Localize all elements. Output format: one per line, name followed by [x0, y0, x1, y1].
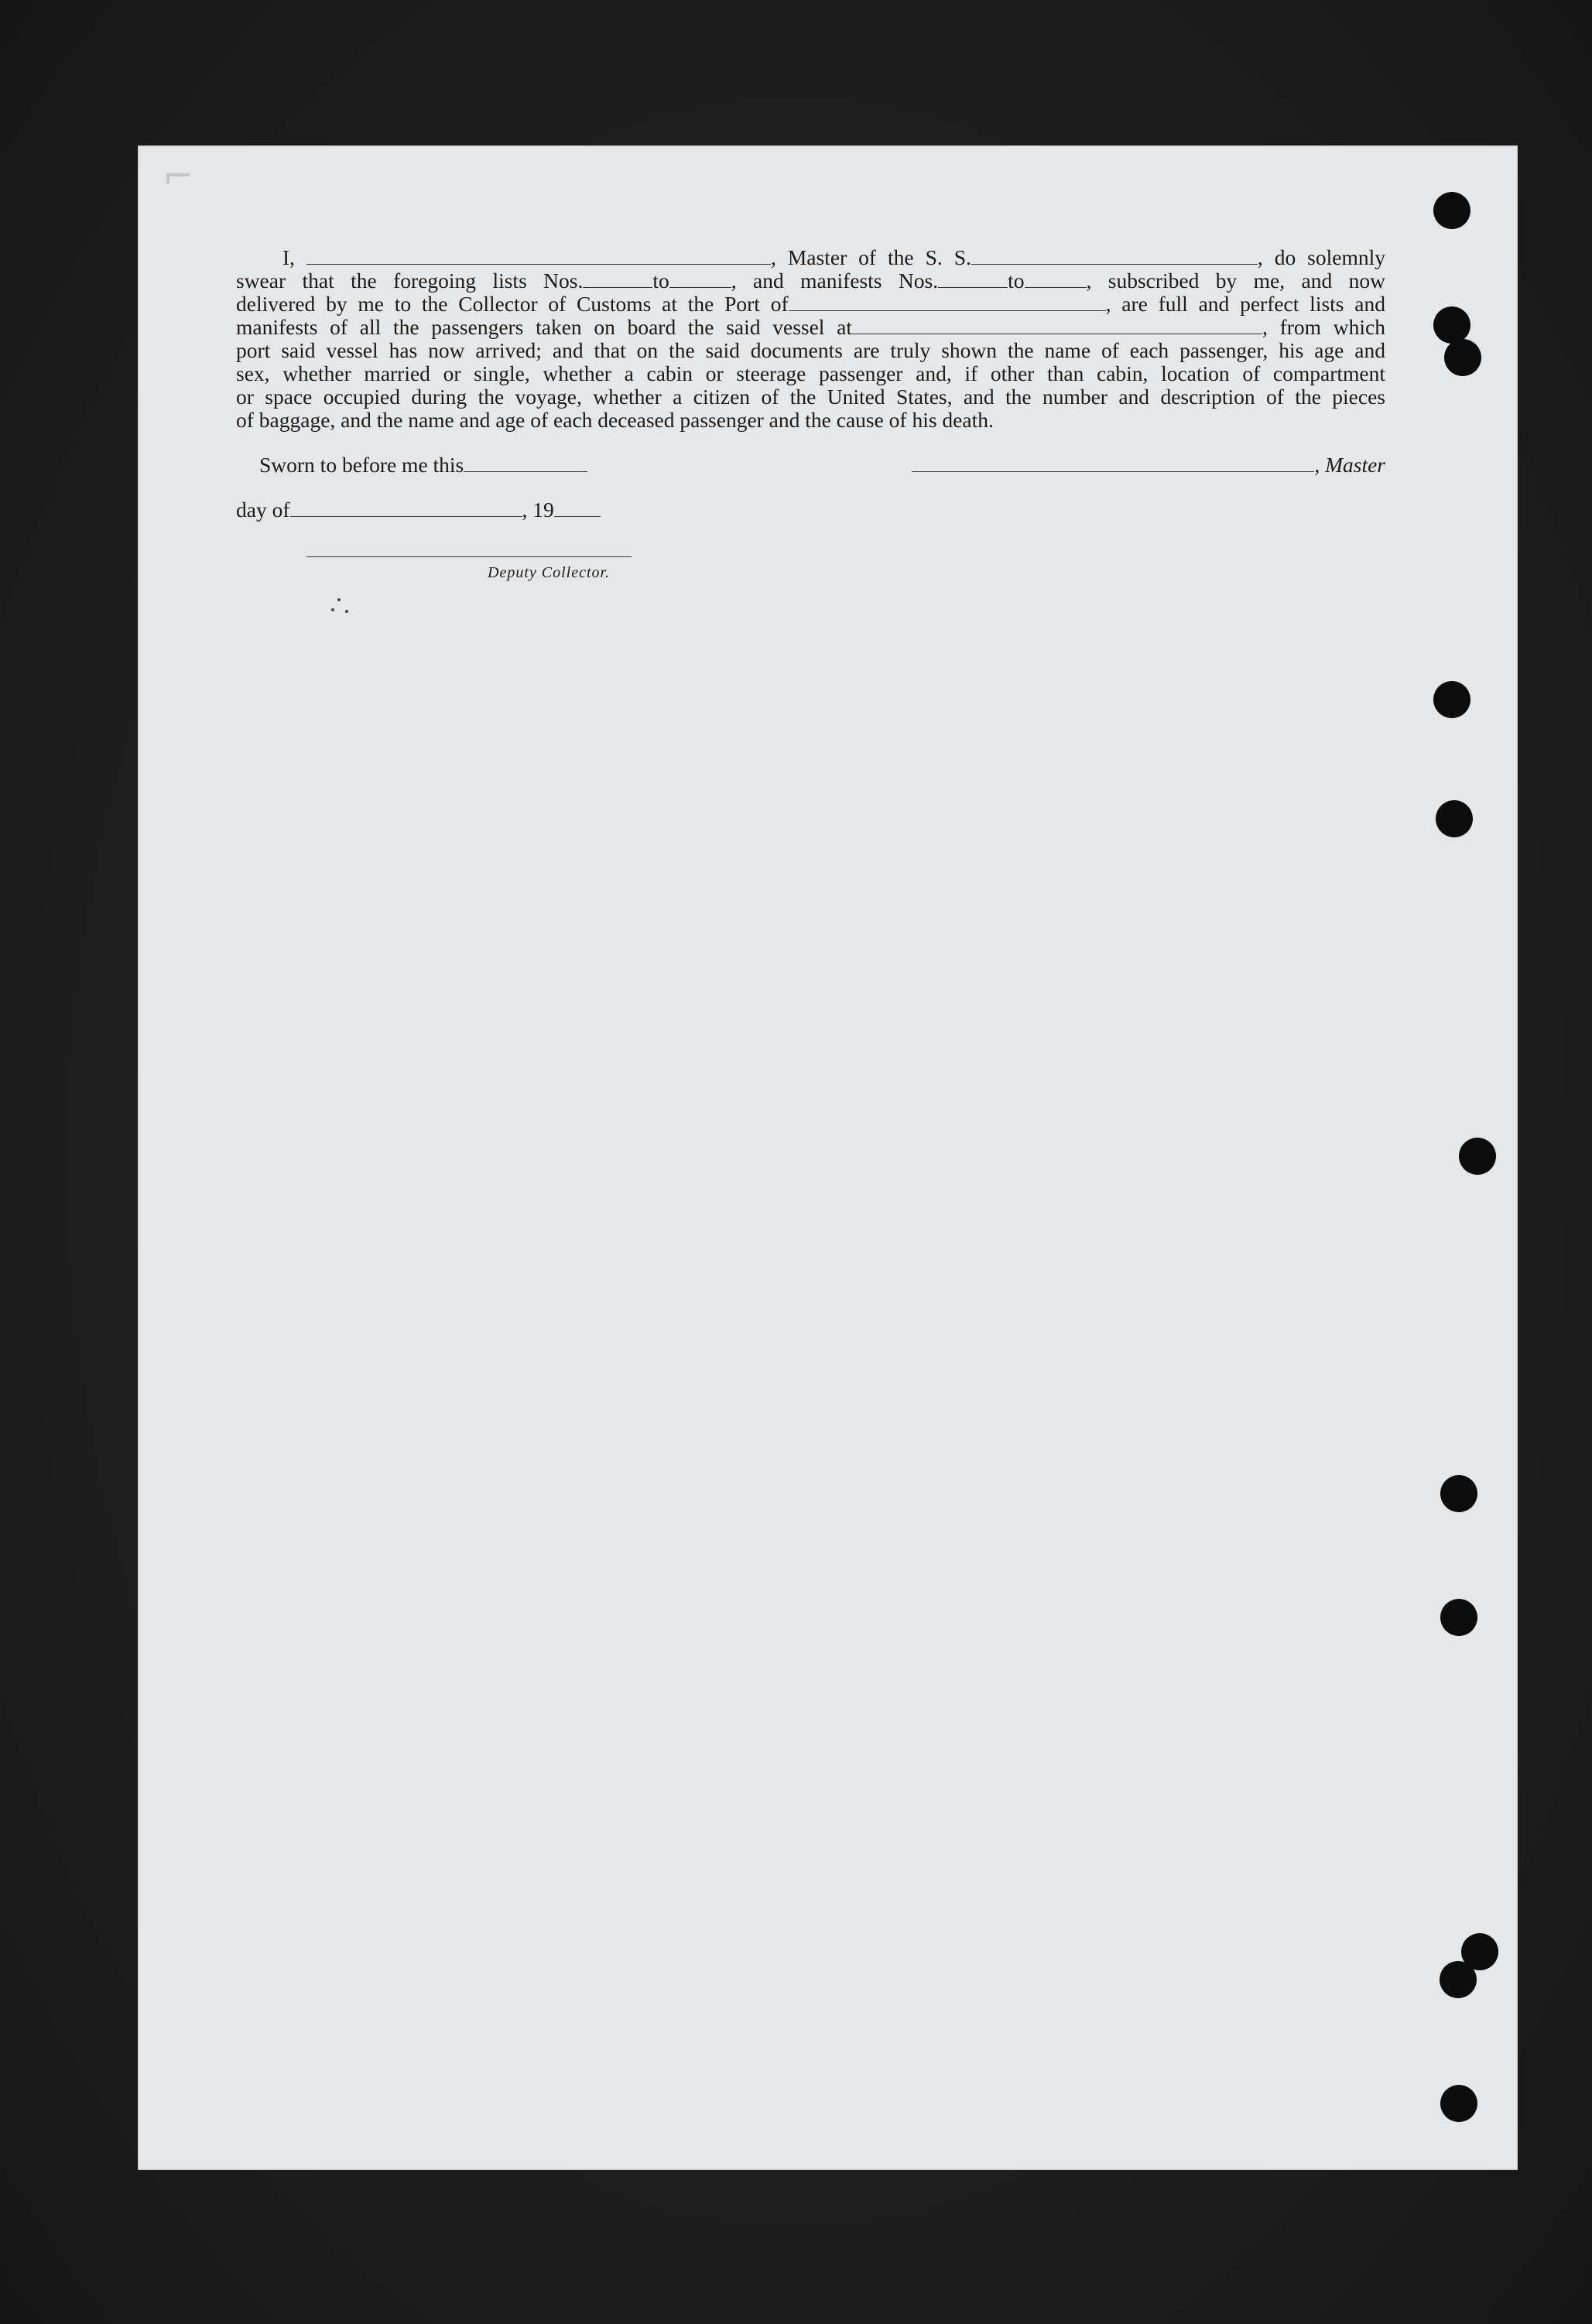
binder-hole — [1433, 192, 1470, 229]
oath-line-1: I, , Master of the S. S. , do solemnly — [282, 245, 1385, 269]
day-of-blank[interactable] — [290, 501, 522, 517]
oath-line-4: manifests of all the passengers taken on board the said vessel at , from which — [236, 315, 1385, 339]
binder-hole — [1459, 1138, 1496, 1175]
binder-hole — [1440, 1961, 1477, 1998]
binder-hole — [1440, 2085, 1477, 2122]
pencil-annotation-mark: ⌐ — [163, 155, 194, 198]
sworn-statement: Sworn to before me this — [236, 453, 587, 477]
lists-from-blank[interactable] — [583, 272, 652, 288]
deputy-collector-signature-line[interactable] — [306, 556, 632, 557]
scan-speck — [337, 598, 341, 601]
binder-hole — [1440, 1599, 1477, 1636]
oath-paragraph — [236, 246, 1385, 432]
manifests-from-blank[interactable] — [938, 272, 1008, 288]
binder-hole — [1444, 339, 1481, 376]
scan-speck — [331, 608, 334, 611]
sworn-row — [236, 453, 1385, 484]
lists-to-blank[interactable] — [669, 272, 731, 288]
binder-hole — [1433, 681, 1470, 718]
binder-hole — [1440, 1475, 1477, 1512]
oath-line-3: delivered by me to the Collector of Customs at the Port of , are full and perfect lists and — [236, 292, 1385, 316]
oath-line-6: sex, whether married or single, whether a cabin or steerage passenger and, if other than cabin, location of compartment — [236, 361, 1385, 385]
oath-line-2: swear that the foregoing lists Nos. to , and manifests Nos. to , subscribed by me, and now — [236, 269, 1385, 293]
scan-speck — [345, 610, 348, 613]
binder-hole — [1433, 306, 1470, 344]
ship-name-blank[interactable] — [971, 248, 1258, 265]
master-name-blank[interactable] — [306, 248, 771, 265]
deputy-collector-label: Deputy Collector. — [488, 564, 611, 581]
oath-line-7: or space occupied during the voyage, whether a citizen of the United States, and the number and description of the pieces — [236, 385, 1385, 409]
oath-line-5: port said vessel has now arrived; and that on the said documents are truly shown the name of each passenger, his age and — [236, 338, 1385, 362]
manifests-to-blank[interactable] — [1025, 272, 1087, 288]
day-row: day of , 19 — [236, 498, 601, 522]
binder-hole — [1436, 800, 1473, 837]
master-signature: , Master — [912, 453, 1385, 477]
port-blank[interactable] — [789, 295, 1106, 311]
oath-line-8: of baggage, and the name and age of each deceased passenger and the cause of his death. — [236, 408, 994, 432]
year-blank[interactable] — [554, 501, 601, 517]
embarkation-port-blank[interactable] — [852, 318, 1262, 334]
master-signature-blank[interactable] — [912, 456, 1314, 472]
sworn-date-blank[interactable] — [464, 456, 587, 472]
document-page — [138, 145, 1518, 2170]
